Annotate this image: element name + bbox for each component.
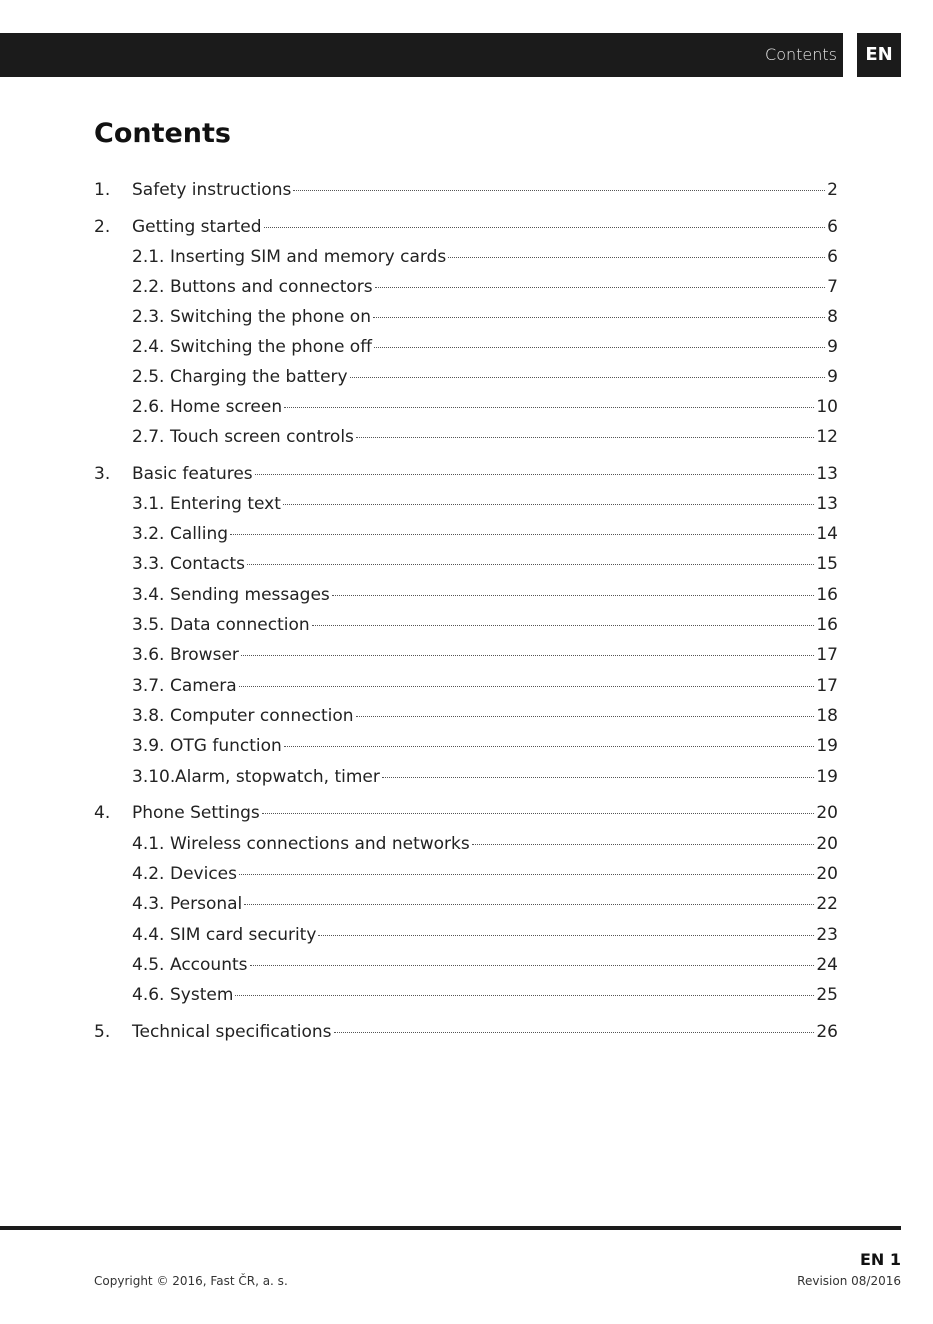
toc-entry-title: Buttons and connectors xyxy=(170,277,373,297)
toc-subentry[interactable] xyxy=(94,645,838,671)
toc-entry-number: 3.10. xyxy=(132,767,176,787)
toc-entry-number: 2.3. xyxy=(132,307,165,327)
toc-entry-page: 19 xyxy=(816,736,838,756)
toc-entry-page: 24 xyxy=(816,955,838,975)
toc-subentry[interactable] xyxy=(94,925,838,951)
toc-entry-number: 4.1. xyxy=(132,834,165,854)
toc-entry-page: 8 xyxy=(827,307,838,327)
toc-leader-dots xyxy=(247,564,814,565)
toc-leader-dots xyxy=(241,655,814,656)
footer-divider xyxy=(0,1226,901,1230)
toc-entry-page: 20 xyxy=(816,834,838,854)
toc-subentry[interactable] xyxy=(94,247,838,273)
toc-subentry[interactable] xyxy=(94,985,838,1011)
toc-entry-page: 18 xyxy=(816,706,838,726)
toc-subentry[interactable] xyxy=(94,676,838,702)
language-badge: EN xyxy=(857,33,901,77)
toc-entry-title: Sending messages xyxy=(170,585,330,605)
toc-entry-page: 16 xyxy=(816,615,838,635)
toc-leader-dots xyxy=(448,257,825,258)
toc-entry-title: Getting started xyxy=(132,217,262,237)
toc-leader-dots xyxy=(239,686,815,687)
toc-entry-number: 2.7. xyxy=(132,427,165,447)
toc-entry[interactable] xyxy=(94,464,838,490)
toc-leader-dots xyxy=(284,407,814,408)
toc-leader-dots xyxy=(264,227,826,228)
toc-entry-page: 22 xyxy=(816,894,838,914)
toc-entry-number: 4.6. xyxy=(132,985,165,1005)
toc-entry-title: Contacts xyxy=(170,554,245,574)
toc-entry-title: Touch screen controls xyxy=(170,427,354,447)
toc-entry-title: Phone Settings xyxy=(132,803,260,823)
toc-entry-number: 2. xyxy=(94,217,111,237)
toc-entry-page: 25 xyxy=(816,985,838,1005)
toc-leader-dots xyxy=(356,716,815,717)
toc-entry-title: Switching the phone on xyxy=(170,307,371,327)
toc-leader-dots xyxy=(472,844,815,845)
header-bar xyxy=(0,33,843,77)
toc-entry-number: 4.4. xyxy=(132,925,165,945)
toc-subentry[interactable] xyxy=(94,397,838,423)
toc-entry-number: 3.7. xyxy=(132,676,165,696)
toc-leader-dots xyxy=(374,347,825,348)
toc-entry-page: 7 xyxy=(827,277,838,297)
toc-entry-page: 17 xyxy=(816,645,838,665)
toc-entry-page: 12 xyxy=(816,427,838,447)
toc-leader-dots xyxy=(235,995,814,996)
toc-entry-title: Alarm, stopwatch, timer xyxy=(175,767,380,787)
toc-entry-number: 1. xyxy=(94,180,111,200)
toc-entry-number: 4.2. xyxy=(132,864,165,884)
toc-subentry[interactable] xyxy=(94,554,838,580)
toc-leader-dots xyxy=(350,377,826,378)
toc-entry-page: 6 xyxy=(827,217,838,237)
toc-entry-number: 3.2. xyxy=(132,524,165,544)
toc-entry-title: Wireless connections and networks xyxy=(170,834,470,854)
toc-entry-title: Switching the phone off xyxy=(170,337,372,357)
toc-subentry[interactable] xyxy=(94,615,838,641)
toc-leader-dots xyxy=(318,935,814,936)
toc-entry-page: 10 xyxy=(816,397,838,417)
toc-entry-page: 2 xyxy=(827,180,838,200)
toc-entry-title: Camera xyxy=(170,676,237,696)
toc-entry-number: 3.4. xyxy=(132,585,165,605)
toc-subentry[interactable] xyxy=(94,367,838,393)
toc-entry-title: Safety instructions xyxy=(132,180,292,200)
toc-subentry[interactable] xyxy=(94,706,838,732)
toc-entry-number: 3.6. xyxy=(132,645,165,665)
toc-entry-title: Technical specifications xyxy=(132,1022,332,1042)
toc-subentry[interactable] xyxy=(94,427,838,453)
toc-entry-title: Calling xyxy=(170,524,229,544)
toc-subentry[interactable] xyxy=(94,337,838,363)
toc-entry-number: 3.1. xyxy=(132,494,165,514)
toc-entry-page: 13 xyxy=(816,494,838,514)
toc-entry-page: 15 xyxy=(816,554,838,574)
toc-subentry[interactable] xyxy=(94,494,838,520)
toc-subentry[interactable] xyxy=(94,767,838,793)
toc-leader-dots xyxy=(250,965,815,966)
toc-leader-dots xyxy=(373,317,825,318)
toc-entry[interactable] xyxy=(94,803,838,829)
toc-leader-dots xyxy=(332,595,815,596)
toc-leader-dots xyxy=(255,474,815,475)
header-section-title: Contents xyxy=(765,45,837,64)
toc-subentry[interactable] xyxy=(94,307,838,333)
toc-entry-number: 3.8. xyxy=(132,706,165,726)
footer-copyright: Copyright © 2016, Fast ČR, a. s. xyxy=(94,1274,288,1288)
toc-subentry[interactable] xyxy=(94,736,838,762)
toc-entry-page: 19 xyxy=(816,767,838,787)
toc-entry-title: Devices xyxy=(170,864,237,884)
toc-entry-number: 4.3. xyxy=(132,894,165,914)
toc-entry-title: Charging the battery xyxy=(170,367,348,387)
toc-entry[interactable] xyxy=(94,180,838,206)
toc-entry-number: 5. xyxy=(94,1022,111,1042)
toc-leader-dots xyxy=(239,874,814,875)
toc-entry-page: 17 xyxy=(816,676,838,696)
toc-subentry[interactable] xyxy=(94,585,838,611)
toc-entry-number: 4. xyxy=(94,803,111,823)
toc-entry-page: 20 xyxy=(816,803,838,823)
toc-entry-title: Basic features xyxy=(132,464,253,484)
toc-entry-title: Data connection xyxy=(170,615,310,635)
toc-entry-title: Computer connection xyxy=(170,706,354,726)
toc-subentry[interactable] xyxy=(94,277,838,303)
toc-entry-page: 20 xyxy=(816,864,838,884)
toc-leader-dots xyxy=(230,534,814,535)
toc-entry-page: 26 xyxy=(816,1022,838,1042)
toc-entry-number: 2.1. xyxy=(132,247,165,267)
footer-page-number: EN 1 xyxy=(859,1250,901,1269)
toc-leader-dots xyxy=(334,1032,815,1033)
toc-entry[interactable] xyxy=(94,1022,838,1048)
toc-leader-dots xyxy=(312,625,815,626)
toc-entry-page: 23 xyxy=(816,925,838,945)
toc-entry-page: 14 xyxy=(816,524,838,544)
toc-subentry[interactable] xyxy=(94,524,838,550)
toc-entry-page: 16 xyxy=(816,585,838,605)
toc-entry-number: 2.2. xyxy=(132,277,165,297)
toc-entry-title: OTG function xyxy=(170,736,282,756)
toc-entry-number: 2.6. xyxy=(132,397,165,417)
toc-entry-number: 3.9. xyxy=(132,736,165,756)
toc-subentry[interactable] xyxy=(94,894,838,920)
page-title: Contents xyxy=(94,118,232,149)
toc-entry-number: 2.4. xyxy=(132,337,165,357)
toc-entry-title: Personal xyxy=(170,894,243,914)
toc-entry-page: 9 xyxy=(827,337,838,357)
toc-subentry[interactable] xyxy=(94,834,838,860)
toc-entry-title: Home screen xyxy=(170,397,283,417)
toc-leader-dots xyxy=(356,437,814,438)
toc-entry[interactable] xyxy=(94,217,838,243)
toc-entry-number: 3. xyxy=(94,464,111,484)
toc-leader-dots xyxy=(284,746,815,747)
toc-entry-title: SIM card security xyxy=(170,925,317,945)
toc-entry-page: 6 xyxy=(827,247,838,267)
footer-revision: Revision 08/2016 xyxy=(797,1274,901,1288)
toc-leader-dots xyxy=(375,287,826,288)
toc-entry-number: 3.5. xyxy=(132,615,165,635)
toc-entry-title: Accounts xyxy=(170,955,248,975)
toc-entry-title: Browser xyxy=(170,645,239,665)
toc-entry-title: Inserting SIM and memory cards xyxy=(170,247,447,267)
toc-leader-dots xyxy=(382,777,815,778)
toc-subentry[interactable] xyxy=(94,955,838,981)
toc-entry-number: 2.5. xyxy=(132,367,165,387)
toc-leader-dots xyxy=(283,504,814,505)
toc-entry-number: 3.3. xyxy=(132,554,165,574)
toc-leader-dots xyxy=(244,904,814,905)
toc-entry-title: Entering text xyxy=(170,494,281,514)
toc-entry-page: 13 xyxy=(816,464,838,484)
toc-entry-title: System xyxy=(170,985,234,1005)
toc-entry-page: 9 xyxy=(827,367,838,387)
toc-leader-dots xyxy=(262,813,815,814)
toc-subentry[interactable] xyxy=(94,864,838,890)
toc-entry-number: 4.5. xyxy=(132,955,165,975)
toc-leader-dots xyxy=(293,190,825,191)
